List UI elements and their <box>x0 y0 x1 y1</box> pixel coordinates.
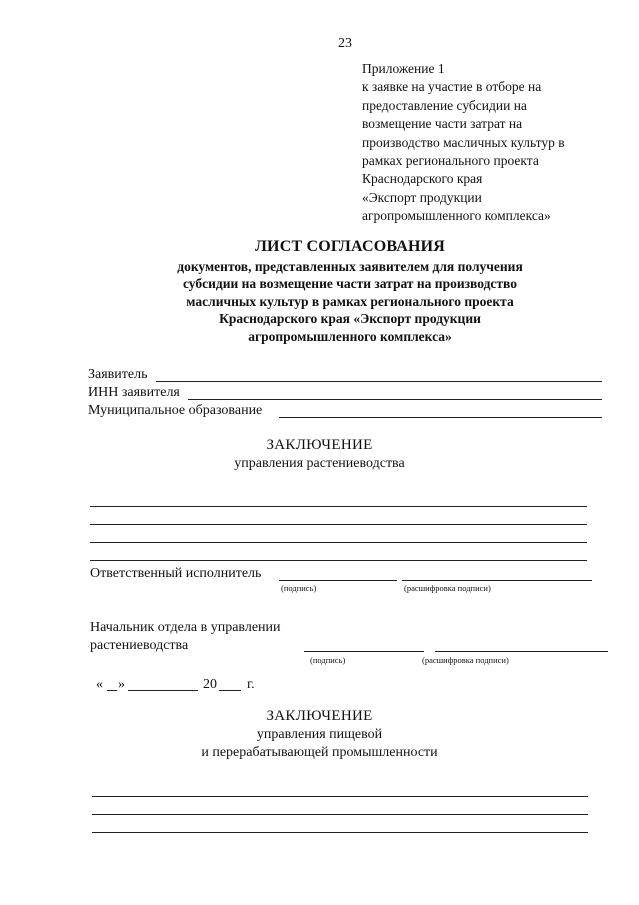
conclusion-heading: ЗАКЛЮЧЕНИЕ <box>266 437 373 453</box>
inn-field[interactable] <box>188 399 602 400</box>
page-number: 23 <box>338 36 352 51</box>
conclusion-line[interactable] <box>90 506 587 507</box>
conclusion-heading: ЗАКЛЮЧЕНИЕ <box>266 708 373 724</box>
conclusion-line[interactable] <box>92 796 588 797</box>
date-open-quote: « <box>96 677 103 692</box>
applicant-field[interactable] <box>156 381 602 382</box>
appendix-line: Краснодарского края <box>362 171 483 187</box>
head-signature-decode-field[interactable] <box>435 651 608 652</box>
document-title: ЛИСТ СОГЛАСОВАНИЯ <box>254 238 446 255</box>
conclusion-line[interactable] <box>92 814 588 815</box>
responsible-label: Ответственный исполнитель <box>90 566 262 581</box>
conclusion-line[interactable] <box>90 542 587 543</box>
conclusion-subheading: управления растениеводства <box>234 456 405 471</box>
municipality-label: Муниципальное образование <box>88 403 263 418</box>
signature-caption: (подпись) <box>310 655 346 665</box>
head-signature-field[interactable] <box>304 651 424 652</box>
date-day-field[interactable] <box>107 690 117 691</box>
head-label-line1: Начальник отдела в управлении <box>90 620 281 635</box>
conclusion-line[interactable] <box>90 524 587 525</box>
subtitle-line: масличных культур в рамках регионального проекта <box>186 293 514 309</box>
document-subtitle <box>60 258 639 345</box>
date-month-field[interactable] <box>128 690 198 691</box>
signature-decode-field[interactable] <box>402 580 592 581</box>
appendix-line: рамках регионального проекта <box>362 153 539 169</box>
date-year-prefix: 20 <box>203 677 217 692</box>
appendix-note <box>362 60 565 226</box>
decode-caption: (расшифровка подписи) <box>404 583 491 593</box>
conclusion-line[interactable] <box>92 832 588 833</box>
inn-label: ИНН заявителя <box>88 385 180 400</box>
appendix-line: производство масличных культур в <box>362 134 565 150</box>
applicant-label: Заявитель <box>88 367 148 382</box>
subtitle-line: субсидии на возмещение части затрат на производство <box>182 276 518 292</box>
decode-caption: (расшифровка подписи) <box>422 655 509 665</box>
date-year-suffix: г. <box>247 677 255 692</box>
date-year-field[interactable] <box>219 690 241 691</box>
appendix-line: предоставление субсидии на <box>362 97 527 113</box>
subtitle-line: Краснодарского края «Экспорт продукции <box>219 311 481 327</box>
municipality-field[interactable] <box>279 417 602 418</box>
subtitle-line: агропромышленного комплекса» <box>248 328 452 344</box>
appendix-line: агропромышленного комплекса» <box>362 208 551 224</box>
appendix-line: Приложение 1 <box>362 61 445 76</box>
signature-caption: (подпись) <box>281 583 317 593</box>
appendix-line: к заявке на участие в отборе на <box>362 79 542 95</box>
head-label-line2: растениеводства <box>90 638 189 653</box>
conclusion-subheading: и перерабатывающей промышленности <box>201 745 438 760</box>
conclusion-subheading: управления пищевой <box>256 727 383 742</box>
appendix-line: «Экспорт продукции <box>362 189 482 205</box>
signature-field[interactable] <box>279 580 397 581</box>
subtitle-line: документов, представленных заявителем для получения <box>177 259 523 274</box>
conclusion-line[interactable] <box>90 560 587 561</box>
date-close-quote: » <box>118 677 125 692</box>
appendix-line: возмещение части затрат на <box>362 116 523 132</box>
